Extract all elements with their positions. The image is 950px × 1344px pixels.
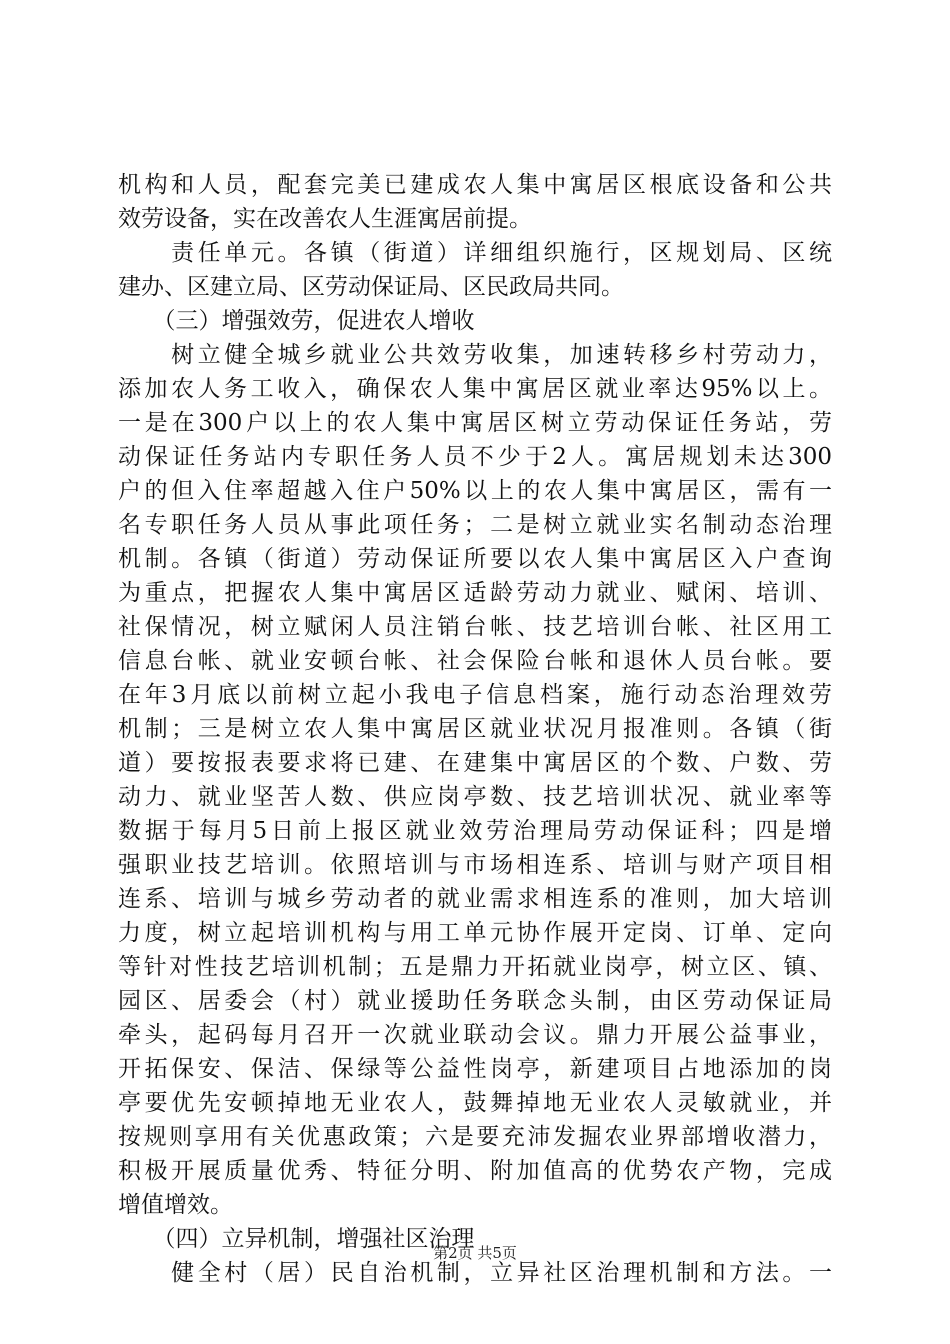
text-line: 树立健全城乡就业公共效劳收集，加速转移乡村劳动力， — [118, 342, 832, 368]
text-line: 动保证任务站内专职任务人员不少于2人。寓居规划未达300 — [118, 444, 832, 470]
text-line: 积极开展质量优秀、特征分明、附加值高的优势农产物，完成 — [118, 1158, 832, 1184]
text-line: 机构和人员，配套完美已建成农人集中寓居区根底设备和公共 — [118, 172, 832, 198]
text-line: 户的但入住率超越入住户50%以上的农人集中寓居区，需有一 — [118, 478, 832, 504]
section-heading: （三）增强效劳，促进农人增收 — [118, 308, 475, 334]
text-line: 开拓保安、保洁、保绿等公益性岗亭，新建项目占地添加的岗 — [118, 1056, 832, 1082]
text-line: 道）要按报表要求将已建、在建集中寓居区的个数、户数、劳 — [118, 750, 832, 776]
text-line: 机制。各镇（街道）劳动保证所要以农人集中寓居区入户查询 — [118, 546, 832, 572]
text-line: 数据于每月5日前上报区就业效劳治理局劳动保证科；四是增 — [118, 818, 832, 844]
page-number: 第2页 共5页 — [433, 1244, 517, 1262]
page-footer — [0, 1243, 950, 1263]
text-line: 在年3月底以前树立起小我电子信息档案，施行动态治理效劳 — [118, 682, 832, 708]
text-line: 动力、就业坚苦人数、供应岗亭数、技艺培训状况、就业率等 — [118, 784, 832, 810]
text-line: 机制；三是树立农人集中寓居区就业状况月报准则。各镇（街 — [118, 716, 832, 742]
text-line: 责任单元。各镇（街道）详细组织施行，区规划局、区统 — [118, 240, 832, 266]
text-line: 连系、培训与城乡劳动者的就业需求相连系的准则，加大培训 — [118, 886, 832, 912]
text-line: 健全村（居）民自治机制，立异社区治理机制和方法。一 — [118, 1260, 832, 1286]
text-line: 社保情况，树立赋闲人员注销台帐、技艺培训台帐、社区用工 — [118, 614, 832, 640]
text-line: 增值增效。 — [118, 1192, 233, 1218]
text-line: 强职业技艺培训。依照培训与市场相连系、培训与财产项目相 — [118, 852, 832, 878]
section-heading: （四）立异机制，增强社区治理 — [118, 1226, 475, 1252]
text-line: 名专职任务人员从事此项任务；二是树立就业实名制动态治理 — [118, 512, 832, 538]
text-line: 为重点，把握农人集中寓居区适龄劳动力就业、赋闲、培训、 — [118, 580, 832, 606]
text-line: 一是在300户以上的农人集中寓居区树立劳动保证任务站，劳 — [118, 410, 832, 436]
text-line: 建办、区建立局、区劳动保证局、区民政局共同。 — [118, 274, 624, 300]
document-body — [118, 168, 832, 1290]
text-line: 效劳设备，实在改善农人生涯寓居前提。 — [118, 206, 532, 232]
text-line: 力度，树立起培训机构与用工单元协作展开定岗、订单、定向 — [118, 920, 832, 946]
text-line: 牵头，起码每月召开一次就业联动会议。鼎力开展公益事业， — [118, 1022, 832, 1048]
text-line: 等针对性技艺培训机制；五是鼎力开拓就业岗亭，树立区、镇、 — [118, 954, 832, 980]
text-line: 园区、居委会（村）就业援助任务联念头制，由区劳动保证局 — [118, 988, 832, 1014]
text-line: 按规则享用有关优惠政策；六是要充沛发掘农业界部增收潜力， — [118, 1124, 832, 1150]
text-line: 添加农人务工收入，确保农人集中寓居区就业率达95%以上。 — [118, 376, 832, 402]
text-line: 信息台帐、就业安顿台帐、社会保险台帐和退休人员台帐。要 — [118, 648, 832, 674]
text-line: 亭要优先安顿掉地无业农人，鼓舞掉地无业农人灵敏就业，并 — [118, 1090, 832, 1116]
